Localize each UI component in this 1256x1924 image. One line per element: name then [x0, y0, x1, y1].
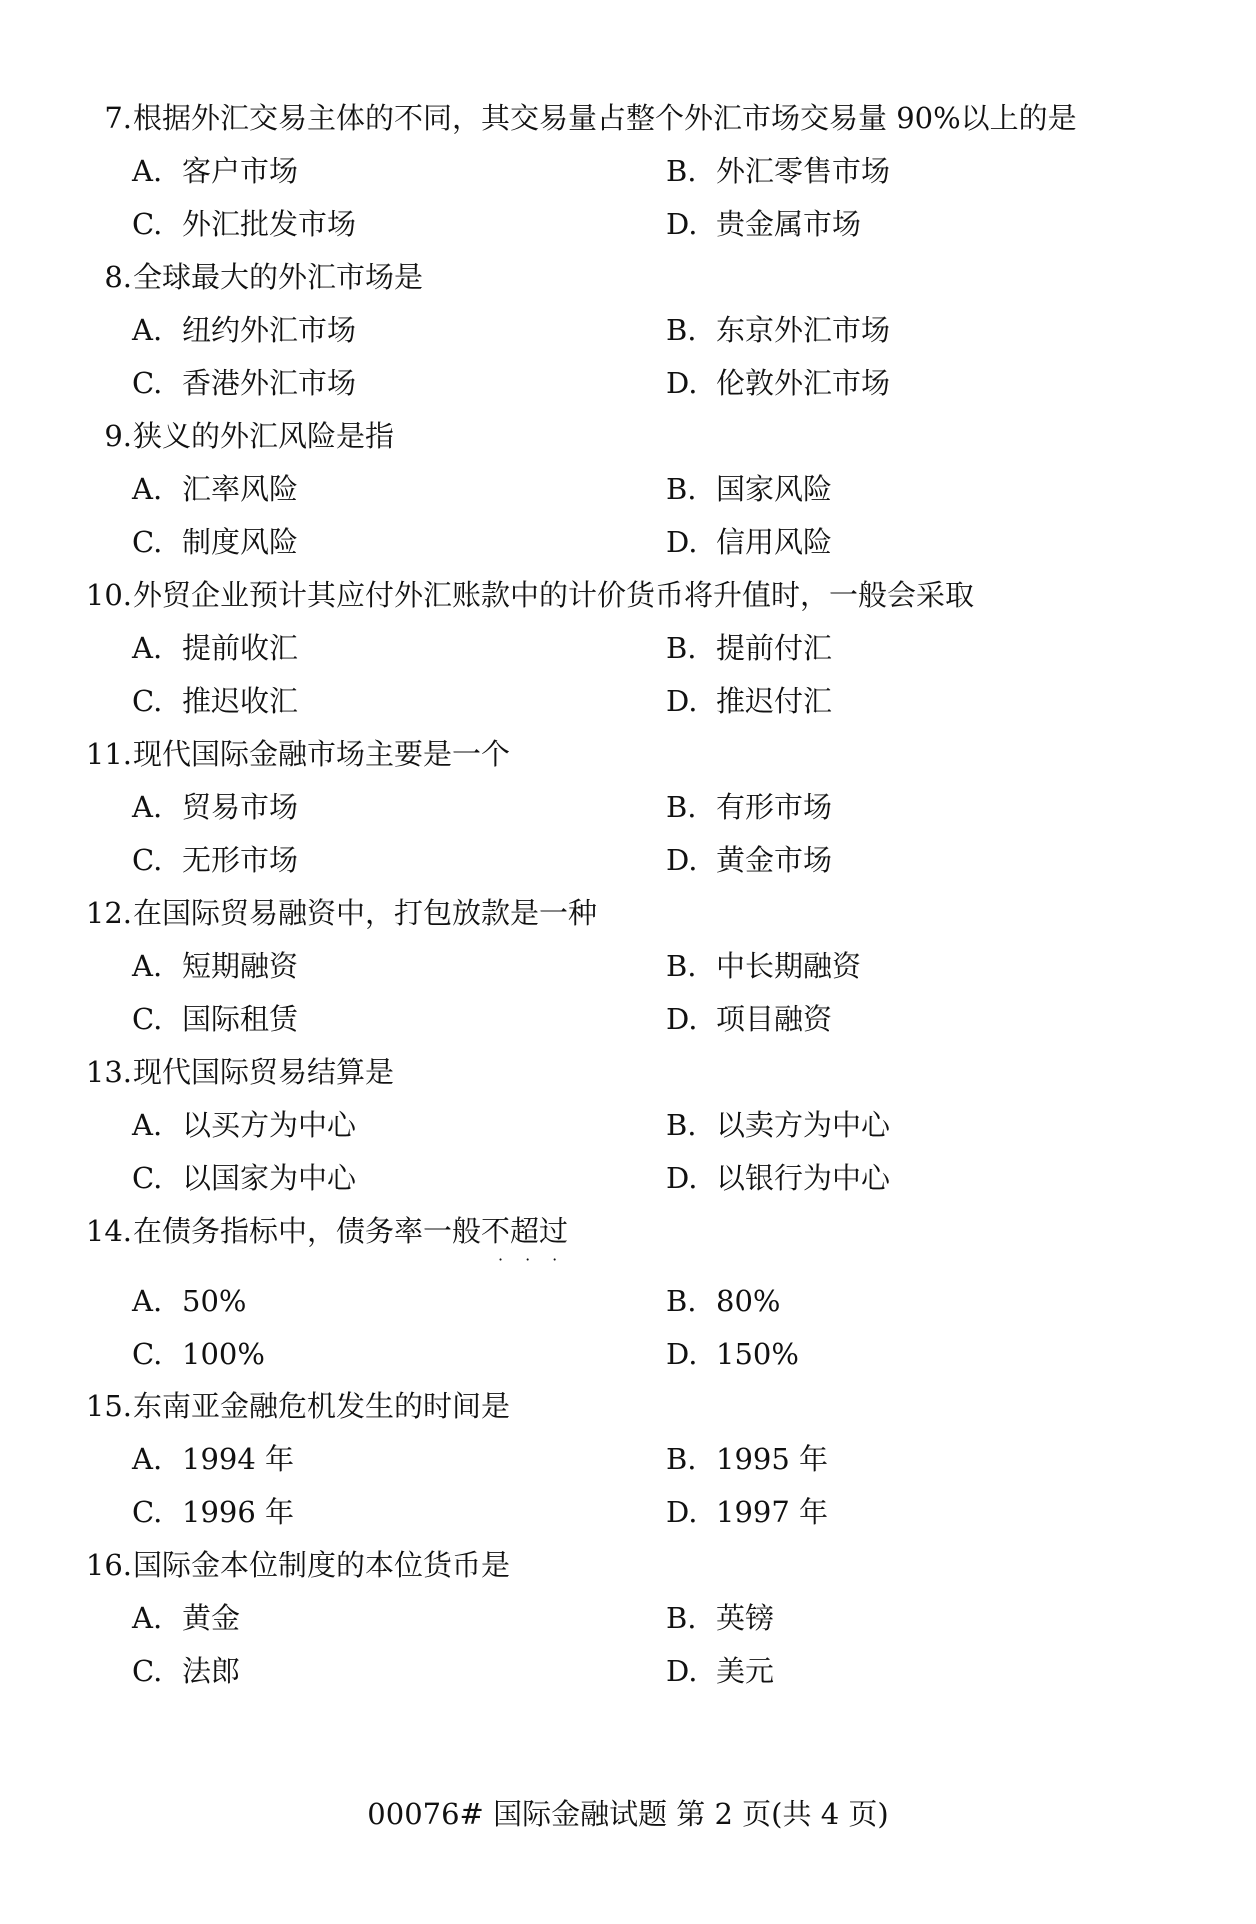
option-row	[0, 463, 1256, 516]
question-number: 16.	[85, 1548, 132, 1582]
option-text: 制度风险	[182, 525, 299, 559]
option-text: 中长期融资	[716, 949, 862, 983]
option-d	[666, 516, 832, 569]
option-d	[666, 1486, 828, 1539]
question-number: 12.	[85, 896, 132, 930]
option-letter: C.	[132, 684, 163, 718]
option-letter: C.	[132, 366, 163, 400]
option-letter: B.	[666, 154, 697, 188]
option-d	[666, 198, 861, 251]
option-text: 黄金市场	[716, 843, 833, 877]
question-16	[0, 1539, 1256, 1698]
option-b	[666, 622, 832, 675]
option-text: 信用风险	[716, 525, 833, 559]
option-c	[132, 357, 356, 410]
option-text: 国际租赁	[182, 1002, 299, 1036]
option-letter: A.	[132, 631, 163, 665]
question-stem	[0, 92, 1256, 145]
option-letter: C.	[132, 525, 163, 559]
option-letter: D.	[666, 1002, 698, 1036]
question-9	[0, 410, 1256, 569]
question-text: 现代国际贸易结算是	[133, 1055, 395, 1089]
question-text: 根据外汇交易主体的不同，其交易量占整个外汇市场交易量 90%以上的是	[133, 101, 1077, 135]
question-10	[0, 569, 1256, 728]
option-row	[0, 145, 1256, 198]
question-number: 14.	[85, 1214, 132, 1248]
option-a	[132, 940, 298, 993]
emphasis-dots: ···	[498, 1250, 580, 1269]
question-stem	[0, 1046, 1256, 1099]
option-d	[666, 834, 832, 887]
option-text: 香港外汇市场	[182, 366, 357, 400]
option-b	[666, 1099, 890, 1152]
option-letter: A.	[132, 472, 163, 506]
option-a	[132, 1433, 294, 1486]
question-stem	[0, 1205, 1256, 1275]
option-text: 1996 年	[182, 1495, 295, 1529]
option-row	[0, 1433, 1256, 1486]
option-b	[666, 781, 832, 834]
option-row	[0, 357, 1256, 410]
question-stem	[0, 569, 1256, 622]
question-text: 东南亚金融危机发生的时间是	[133, 1389, 511, 1423]
option-c	[132, 993, 298, 1046]
option-d	[666, 675, 832, 728]
question-number: 13.	[85, 1055, 132, 1089]
option-text: 80%	[716, 1284, 781, 1318]
option-b	[666, 940, 861, 993]
question-text: 狭义的外汇风险是指	[133, 419, 395, 453]
option-letter: B.	[666, 1442, 697, 1476]
option-text: 提前付汇	[716, 631, 833, 665]
option-text: 无形市场	[182, 843, 299, 877]
option-text: 1995 年	[716, 1442, 829, 1476]
option-text: 以卖方为中心	[716, 1108, 891, 1142]
page-footer: 00076# 国际金融试题 第 2 页(共 4 页)	[367, 1797, 889, 1831]
question-11	[0, 728, 1256, 887]
option-letter: D.	[666, 1495, 698, 1529]
question-15	[0, 1380, 1256, 1539]
option-letter: C.	[132, 843, 163, 877]
option-text: 提前收汇	[182, 631, 299, 665]
option-c	[132, 516, 298, 569]
option-text: 贵金属市场	[716, 207, 862, 241]
option-d	[666, 357, 890, 410]
option-text: 贸易市场	[182, 790, 299, 824]
option-a	[132, 1099, 356, 1152]
option-c	[132, 834, 298, 887]
question-text: 在债务指标中，债务率一般不超过	[133, 1214, 569, 1248]
option-letter: A.	[132, 154, 163, 188]
option-row	[0, 675, 1256, 728]
option-row	[0, 1645, 1256, 1698]
option-text: 汇率风险	[182, 472, 299, 506]
option-text: 以国家为中心	[182, 1161, 357, 1195]
option-text: 美元	[716, 1654, 775, 1688]
option-b	[666, 463, 832, 516]
option-letter: D.	[666, 207, 698, 241]
option-letter: B.	[666, 1601, 697, 1635]
question-text: 全球最大的外汇市场是	[133, 260, 424, 294]
question-number: 8.	[104, 260, 132, 294]
option-text: 伦敦外汇市场	[716, 366, 891, 400]
question-stem	[0, 251, 1256, 304]
option-row	[0, 781, 1256, 834]
question-number: 11.	[85, 737, 132, 771]
question-14	[0, 1205, 1256, 1381]
option-text: 东京外汇市场	[716, 313, 891, 347]
option-row	[0, 1328, 1256, 1381]
option-d	[666, 993, 832, 1046]
option-row	[0, 834, 1256, 887]
question-stem	[0, 1539, 1256, 1592]
option-letter: D.	[666, 843, 698, 877]
option-b	[666, 304, 890, 357]
option-a	[132, 1592, 240, 1645]
option-text: 外汇零售市场	[716, 154, 891, 188]
option-letter: C.	[132, 1002, 163, 1036]
option-text: 国家风险	[716, 472, 833, 506]
option-letter: D.	[666, 525, 698, 559]
option-a	[132, 145, 298, 198]
option-text: 以银行为中心	[716, 1161, 891, 1195]
option-row	[0, 304, 1256, 357]
option-letter: C.	[132, 1161, 163, 1195]
option-c	[132, 1486, 294, 1539]
option-text: 法郎	[182, 1654, 241, 1688]
option-letter: A.	[132, 1108, 163, 1142]
option-c	[132, 198, 356, 251]
option-letter: B.	[666, 472, 697, 506]
question-text: 现代国际金融市场主要是一个	[133, 737, 511, 771]
option-row	[0, 1099, 1256, 1152]
question-12	[0, 887, 1256, 1046]
question-stem	[0, 728, 1256, 781]
option-row	[0, 1592, 1256, 1645]
option-letter: A.	[132, 790, 163, 824]
option-letter: B.	[666, 1108, 697, 1142]
option-row	[0, 198, 1256, 251]
option-row	[0, 993, 1256, 1046]
option-row	[0, 516, 1256, 569]
option-text: 英镑	[716, 1601, 775, 1635]
option-c	[132, 1328, 265, 1381]
option-text: 150%	[716, 1337, 799, 1371]
option-letter: C.	[132, 1495, 163, 1529]
option-text: 项目融资	[716, 1002, 833, 1036]
question-number: 7.	[104, 101, 132, 135]
option-a	[132, 1275, 246, 1328]
option-c	[132, 675, 298, 728]
option-d	[666, 1152, 890, 1205]
option-text: 1994 年	[182, 1442, 295, 1476]
option-letter: D.	[666, 1337, 698, 1371]
option-c	[132, 1152, 356, 1205]
option-letter: B.	[666, 1284, 697, 1318]
option-c	[132, 1645, 240, 1698]
option-text: 推迟付汇	[716, 684, 833, 718]
option-letter: A.	[132, 949, 163, 983]
question-stem	[0, 1380, 1256, 1433]
option-letter: A.	[132, 1601, 163, 1635]
option-letter: B.	[666, 313, 697, 347]
option-letter: D.	[666, 1161, 698, 1195]
option-text: 客户市场	[182, 154, 299, 188]
question-text: 在国际贸易融资中，打包放款是一种	[133, 896, 598, 930]
option-text: 有形市场	[716, 790, 833, 824]
question-text: 国际金本位制度的本位货币是	[133, 1548, 511, 1582]
option-b	[666, 1592, 774, 1645]
option-b	[666, 1433, 828, 1486]
option-row	[0, 1152, 1256, 1205]
option-d	[666, 1645, 774, 1698]
option-text: 纽约外汇市场	[182, 313, 357, 347]
option-a	[132, 781, 298, 834]
question-number: 9.	[104, 419, 132, 453]
question-stem	[0, 887, 1256, 940]
question-7	[0, 92, 1256, 251]
option-row	[0, 622, 1256, 675]
option-letter: C.	[132, 1654, 163, 1688]
question-number: 15.	[85, 1389, 132, 1423]
option-b	[666, 1275, 780, 1328]
option-a	[132, 622, 298, 675]
option-text: 黄金	[182, 1601, 241, 1635]
option-row	[0, 940, 1256, 993]
option-letter: D.	[666, 1654, 698, 1688]
option-letter: D.	[666, 366, 698, 400]
option-text: 推迟收汇	[182, 684, 299, 718]
option-text: 以买方为中心	[182, 1108, 357, 1142]
option-b	[666, 145, 890, 198]
option-letter: C.	[132, 207, 163, 241]
option-d	[666, 1328, 799, 1381]
option-text: 50%	[182, 1284, 247, 1318]
option-letter: B.	[666, 790, 697, 824]
option-letter: D.	[666, 684, 698, 718]
question-8	[0, 251, 1256, 410]
option-letter: B.	[666, 631, 697, 665]
option-row	[0, 1486, 1256, 1539]
option-row	[0, 1275, 1256, 1328]
option-text: 外汇批发市场	[182, 207, 357, 241]
option-text: 1997 年	[716, 1495, 829, 1529]
option-text: 100%	[182, 1337, 265, 1371]
option-text: 短期融资	[182, 949, 299, 983]
question-number: 10.	[85, 578, 132, 612]
option-letter: A.	[132, 313, 163, 347]
option-letter: A.	[132, 1442, 163, 1476]
option-a	[132, 304, 356, 357]
option-letter: A.	[132, 1284, 163, 1318]
option-letter: C.	[132, 1337, 163, 1371]
question-text: 外贸企业预计其应付外汇账款中的计价货币将升值时，一般会采取	[133, 578, 975, 612]
option-a	[132, 463, 298, 516]
question-stem	[0, 410, 1256, 463]
option-letter: B.	[666, 949, 697, 983]
question-13	[0, 1046, 1256, 1205]
